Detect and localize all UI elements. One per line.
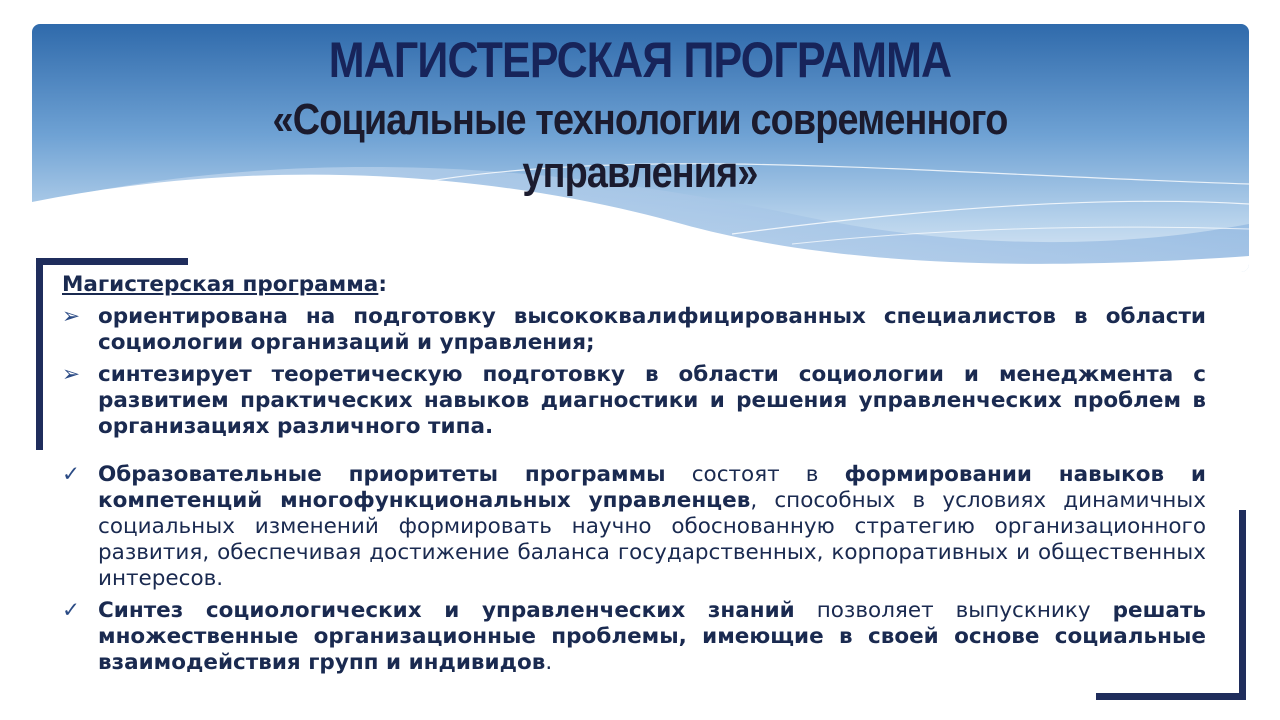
arrow-right-icon: ➢ [62, 304, 81, 329]
list-item: ✓ Синтез социологических и управленческих знаний позволяет выпускнику решать множественные организационные проблемы, имеющие в своей основе социальные взаимодействия групп и индивидов. [62, 598, 1206, 675]
title-line-2: «Социальные технологии современного [272, 95, 1008, 144]
slide-body [62, 272, 1206, 682]
arrow-right-icon: ➢ [62, 362, 81, 387]
intro-heading: Магистерская программа: [62, 272, 387, 297]
list-item: ✓ Образовательные приоритеты программы состоят в формировании навыков и компетенций многофункциональных управленцев, способных в условиях динамичных социальных изменений формировать научно обоснованную стратегию организационного развития, обеспечивая достижение баланса государственных, корпоративных и общественных интересов. [62, 462, 1206, 591]
check-icon: ✓ [62, 598, 81, 623]
frame-corner-top-left [36, 258, 43, 450]
frame-corner-bottom-right [1239, 510, 1246, 700]
frame-corner-bottom-right-bar [1096, 693, 1246, 700]
check-icon: ✓ [62, 462, 81, 487]
list-item: ➢ синтезирует теоретическую подготовку в области социологии и менеджмента с развитием практических навыков диагностики и решения управленческих проблем в организациях различного типа. [62, 362, 1206, 439]
title-line-3: управления» [522, 148, 758, 197]
frame-corner-top-left-bar [36, 258, 188, 265]
title-line-1: МАГИСТЕРСКАЯ ПРОГРАММА [328, 32, 952, 88]
list-item: ➢ ориентирована на подготовку высококвалифицированных специалистов в области социологии организаций и управления; [62, 304, 1206, 355]
